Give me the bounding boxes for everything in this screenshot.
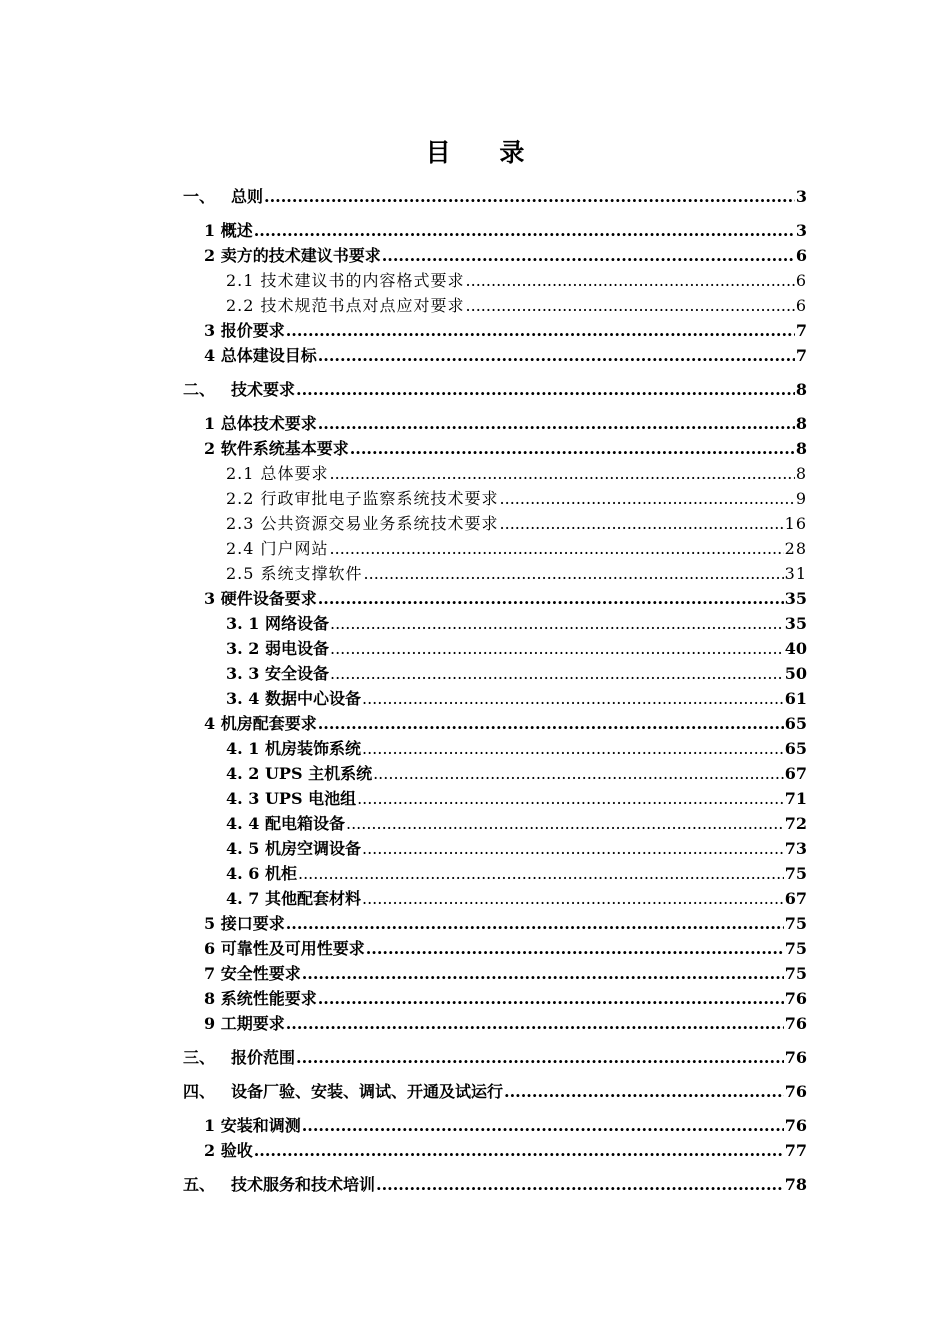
toc-entry[interactable] — [183, 886, 807, 911]
toc-entry[interactable] — [183, 586, 807, 611]
toc-entry-title: 3. 2 弱电设备 — [226, 639, 329, 658]
toc-dot-leader — [286, 1011, 784, 1036]
toc-dot-leader — [318, 343, 795, 368]
toc-entry-title: 4. 4 配电箱设备 — [226, 814, 345, 833]
toc-entry-page-number: 50 — [784, 664, 807, 683]
toc-entry-page-number: 71 — [784, 789, 807, 808]
toc-dot-leader — [330, 461, 795, 486]
toc-entry[interactable] — [183, 436, 807, 461]
toc-entry-number: 四、 — [183, 1082, 216, 1101]
toc-dot-leader — [254, 218, 795, 243]
toc-entry-page-number: 67 — [784, 889, 807, 908]
toc-dot-leader — [330, 611, 784, 636]
page-title: 目 录 — [425, 138, 545, 167]
toc-entry[interactable] — [183, 268, 807, 293]
toc-entry-title: 设备厂验、安装、调试、开通及试运行 — [231, 1082, 504, 1101]
toc-dot-leader — [362, 686, 784, 711]
toc-entry-page-number: 77 — [784, 1141, 807, 1160]
toc-entry-title: 4. 2 UPS 主机系统 — [226, 764, 373, 783]
toc-entry-page-number: 8 — [795, 439, 807, 458]
toc-entry-page-number: 76 — [784, 1116, 807, 1135]
toc-entry-number: 二、 — [183, 380, 216, 399]
toc-entry[interactable] — [183, 861, 807, 886]
toc-entry-title: 3 硬件设备要求 — [204, 589, 317, 608]
toc-dot-leader — [296, 377, 795, 402]
toc-dot-leader — [362, 836, 784, 861]
toc-entry[interactable] — [183, 911, 807, 936]
toc-dot-leader — [364, 561, 784, 586]
toc-dot-leader — [362, 886, 784, 911]
toc-entry-title: 3. 3 安全设备 — [226, 664, 329, 683]
toc-entry-page-number: 73 — [784, 839, 807, 858]
toc-entry[interactable] — [183, 1172, 807, 1197]
toc-entry-title: 1 概述 — [204, 221, 253, 240]
toc-dot-leader — [330, 661, 784, 686]
toc-entry[interactable] — [183, 184, 807, 209]
toc-entry-title: 7 安全性要求 — [204, 964, 301, 983]
toc-entry-page-number: 65 — [784, 739, 807, 758]
toc-entry-page-number: 6 — [795, 271, 807, 290]
toc-dot-leader — [382, 243, 795, 268]
toc-entry-title: 4. 3 UPS 电池组 — [226, 789, 357, 808]
toc-entry[interactable] — [183, 961, 807, 986]
toc-entry-title: 4. 1 机房装饰系统 — [226, 739, 361, 758]
toc-entry-number: 五、 — [183, 1175, 216, 1194]
toc-entry-title: 3. 4 数据中心设备 — [226, 689, 361, 708]
toc-entry-page-number: 7 — [795, 321, 807, 340]
toc-entry-page-number: 31 — [784, 564, 807, 583]
toc-entry-page-number: 7 — [795, 346, 807, 365]
toc-entry-page-number: 9 — [795, 489, 807, 508]
toc-entry-page-number: 76 — [784, 989, 807, 1008]
toc-entry-title: 技术服务和技术培训 — [231, 1175, 376, 1194]
toc-entry[interactable] — [183, 1045, 807, 1070]
toc-dot-leader — [296, 1045, 784, 1070]
toc-entry-page-number: 3 — [795, 187, 807, 206]
toc-entry[interactable] — [183, 686, 807, 711]
toc-entry-title: 3. 1 网络设备 — [226, 614, 329, 633]
toc-entry-title: 2 验收 — [204, 1141, 253, 1160]
toc-entry-title: 3 报价要求 — [204, 321, 285, 340]
toc-entry-title: 技术要求 — [231, 380, 296, 399]
toc-entry[interactable] — [183, 661, 807, 686]
toc-entry[interactable] — [183, 1011, 807, 1036]
toc-entry-page-number: 65 — [784, 714, 807, 733]
toc-entry-page-number: 78 — [784, 1175, 807, 1194]
toc-entry[interactable] — [183, 786, 807, 811]
toc-entry-title: 4 机房配套要求 — [204, 714, 317, 733]
toc-entry-page-number: 8 — [795, 380, 807, 399]
toc-dot-leader — [330, 536, 784, 561]
toc-entry-number: 一、 — [183, 187, 216, 206]
toc-entry[interactable] — [183, 836, 807, 861]
toc-entry-title: 4. 5 机房空调设备 — [226, 839, 361, 858]
toc-dot-leader — [466, 293, 795, 318]
toc-dot-leader — [318, 411, 795, 436]
toc-entry-page-number: 76 — [784, 1014, 807, 1033]
toc-dot-leader — [500, 511, 784, 536]
toc-entry[interactable] — [183, 736, 807, 761]
toc-entry[interactable] — [183, 218, 807, 243]
table-of-contents — [183, 184, 807, 1197]
toc-entry[interactable] — [183, 1079, 807, 1104]
toc-entry-page-number: 67 — [784, 764, 807, 783]
toc-entry-page-number: 28 — [784, 539, 807, 558]
toc-entry-page-number: 40 — [784, 639, 807, 658]
toc-entry-title: 8 系统性能要求 — [204, 989, 317, 1008]
toc-entry[interactable] — [183, 536, 807, 561]
toc-entry[interactable] — [183, 486, 807, 511]
toc-dot-leader — [466, 268, 795, 293]
toc-entry-title: 4. 6 机柜 — [226, 864, 297, 883]
toc-entry-page-number: 35 — [784, 614, 807, 633]
toc-entry[interactable] — [183, 377, 807, 402]
toc-dot-leader — [500, 486, 795, 511]
toc-entry-title: 2.4 门户网站 — [226, 539, 329, 558]
toc-entry-page-number: 76 — [784, 1048, 807, 1067]
toc-entry-title: 报价范围 — [231, 1048, 296, 1067]
toc-entry-number: 三、 — [183, 1048, 216, 1067]
toc-dot-leader — [286, 318, 795, 343]
toc-dot-leader — [504, 1079, 784, 1104]
toc-entry-page-number: 3 — [795, 221, 807, 240]
toc-entry-page-number: 61 — [784, 689, 807, 708]
toc-entry[interactable] — [183, 811, 807, 836]
toc-entry-title: 2.1 总体要求 — [226, 464, 329, 483]
toc-entry[interactable] — [183, 1113, 807, 1138]
toc-dot-leader — [362, 736, 784, 761]
toc-dot-leader — [302, 1113, 784, 1138]
toc-entry[interactable] — [183, 1138, 807, 1163]
toc-dot-leader — [298, 861, 784, 886]
toc-entry[interactable] — [183, 511, 807, 536]
toc-entry[interactable] — [183, 293, 807, 318]
toc-entry-title: 1 总体技术要求 — [204, 414, 317, 433]
toc-entry-page-number: 8 — [795, 464, 807, 483]
toc-dot-leader — [366, 936, 784, 961]
toc-entry-title: 2.2 行政审批电子监察系统技术要求 — [226, 489, 499, 508]
toc-entry[interactable] — [183, 561, 807, 586]
toc-entry-title: 2.2 技术规范书点对点应对要求 — [226, 296, 465, 315]
toc-entry[interactable] — [183, 343, 807, 368]
toc-entry[interactable] — [183, 986, 807, 1011]
toc-dot-leader — [376, 1172, 784, 1197]
toc-entry[interactable] — [183, 318, 807, 343]
toc-entry-title: 6 可靠性及可用性要求 — [204, 939, 365, 958]
toc-entry-title: 2.5 系统支撑软件 — [226, 564, 363, 583]
toc-dot-leader — [318, 986, 784, 1011]
toc-entry[interactable] — [183, 761, 807, 786]
toc-entry-title: 2.3 公共资源交易业务系统技术要求 — [226, 514, 499, 533]
toc-dot-leader — [330, 636, 784, 661]
toc-dot-leader — [318, 586, 784, 611]
toc-entry-title: 5 接口要求 — [204, 914, 285, 933]
toc-entry-title: 4. 7 其他配套材料 — [226, 889, 361, 908]
toc-entry[interactable] — [183, 243, 807, 268]
toc-entry-page-number: 16 — [784, 514, 807, 533]
toc-entry[interactable] — [183, 936, 807, 961]
toc-dot-leader — [350, 436, 795, 461]
toc-entry[interactable] — [183, 636, 807, 661]
toc-entry-title: 总则 — [231, 187, 264, 206]
toc-dot-leader — [302, 961, 784, 986]
toc-entry[interactable] — [183, 611, 807, 636]
toc-entry[interactable] — [183, 411, 807, 436]
toc-entry-page-number: 8 — [795, 414, 807, 433]
toc-entry-title: 9 工期要求 — [204, 1014, 285, 1033]
toc-entry-page-number: 75 — [784, 914, 807, 933]
toc-entry-title: 2.1 技术建议书的内容格式要求 — [226, 271, 465, 290]
toc-entry-page-number: 35 — [784, 589, 807, 608]
toc-entry-page-number: 76 — [784, 1082, 807, 1101]
toc-dot-leader — [264, 184, 795, 209]
toc-entry-page-number: 75 — [784, 964, 807, 983]
toc-entry-page-number: 6 — [795, 246, 807, 265]
toc-entry-title: 4 总体建设目标 — [204, 346, 317, 365]
toc-dot-leader — [346, 811, 784, 836]
toc-entry-page-number: 75 — [784, 939, 807, 958]
toc-entry-page-number: 75 — [784, 864, 807, 883]
toc-dot-leader — [357, 786, 784, 811]
toc-entry[interactable] — [183, 711, 807, 736]
toc-dot-leader — [373, 761, 784, 786]
toc-entry-page-number: 72 — [784, 814, 807, 833]
toc-entry-title: 1 安装和调测 — [204, 1116, 301, 1135]
toc-dot-leader — [286, 911, 784, 936]
toc-entry-title: 2 软件系统基本要求 — [204, 439, 349, 458]
toc-dot-leader — [254, 1138, 784, 1163]
toc-dot-leader — [318, 711, 784, 736]
toc-entry-title: 2 卖方的技术建议书要求 — [204, 246, 381, 265]
toc-entry-page-number: 6 — [795, 296, 807, 315]
toc-entry[interactable] — [183, 461, 807, 486]
